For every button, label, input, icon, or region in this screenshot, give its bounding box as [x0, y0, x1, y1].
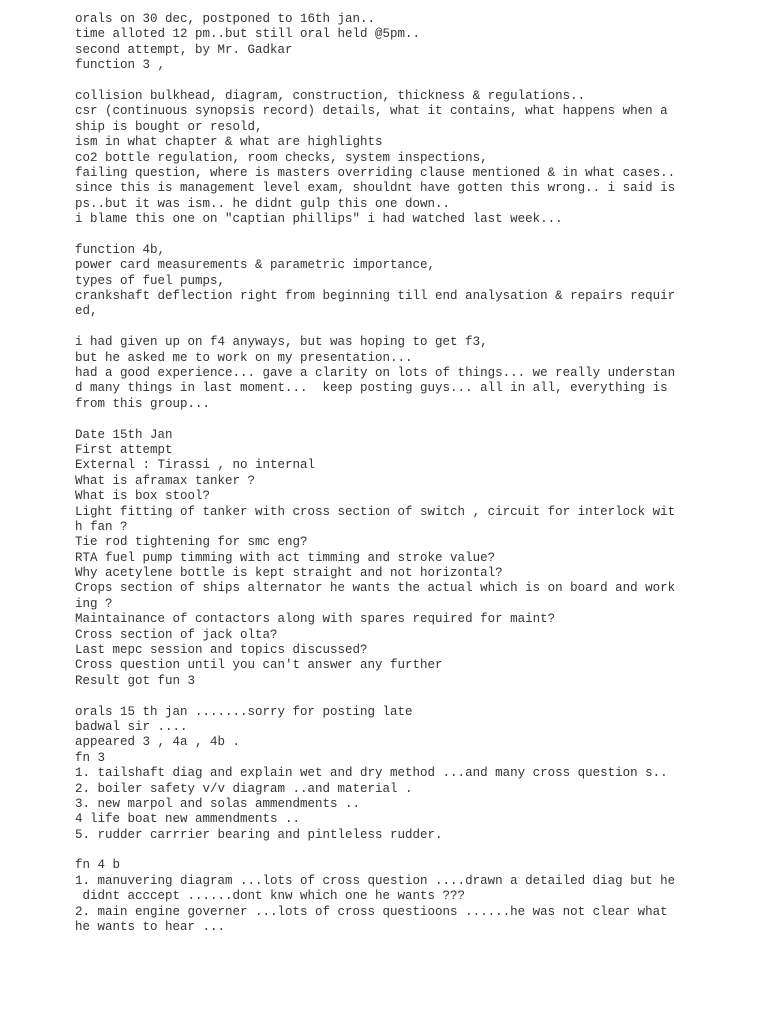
text-line: 4 life boat new ammendments ..: [75, 812, 301, 827]
text-line: i blame this one on "captian phillips" i had watched last week...: [75, 212, 563, 227]
text-line: ing ?: [75, 596, 113, 611]
document-text: [75, 12, 695, 935]
blank-line: [75, 843, 695, 858]
text-line: orals on 30 dec, postponed to 16th jan..: [75, 12, 376, 26]
text-line: Maintainance of contactors along with spares required for maint?: [75, 612, 556, 627]
text-line: fn 4 b: [75, 858, 121, 873]
text-line: appeared 3 , 4a , 4b .: [75, 735, 241, 750]
text-line: he wants to hear ...: [75, 920, 226, 935]
text-line: power card measurements & parametric importance,: [75, 258, 436, 273]
text-line: fn 3: [75, 750, 106, 765]
text-line: collision bulkhead, diagram, construction, thickness & regulations..: [75, 88, 586, 103]
text-line: Last mepc session and topics discussed?: [75, 643, 368, 658]
text-line: First attempt: [75, 442, 173, 457]
text-line: time alloted 12 pm..but still oral held @5pm..: [75, 27, 421, 42]
blank-line: [75, 412, 695, 427]
text-line: Cross section of jack olta?: [75, 627, 278, 642]
text-line: i had given up on f4 anyways, but was hoping to get f3,: [75, 335, 488, 350]
text-line: co2 bottle regulation, room checks, system inspections,: [75, 150, 488, 165]
text-line: 1. tailshaft diag and explain wet and dry method ...and many cross question s..: [75, 766, 668, 781]
text-line: since this is management level exam, shouldnt have gotten this wrong.. i said is: [75, 181, 676, 196]
text-line: had a good experience... gave a clarity on lots of things... we really understan: [75, 365, 676, 380]
text-line: but he asked me to work on my presentation...: [75, 350, 413, 365]
text-line: orals 15 th jan .......sorry for posting late: [75, 704, 413, 719]
text-line: ship is bought or resold,: [75, 119, 263, 134]
text-line: didnt acccept ......dont knw which one he wants ???: [75, 889, 466, 904]
text-line: Cross question until you can't answer any further: [75, 658, 443, 673]
text-line: badwal sir ....: [75, 719, 188, 734]
text-line: ps..but it was ism.. he didnt gulp this one down..: [75, 196, 451, 211]
blank-line: [75, 320, 695, 335]
text-line: What is box stool?: [75, 489, 211, 504]
text-line: 2. main engine governer ...lots of cross questioons ......he was not clear what: [75, 904, 668, 919]
text-line: Crops section of ships alternator he wants the actual which is on board and work: [75, 581, 676, 596]
text-line: h fan ?: [75, 519, 128, 534]
text-line: RTA fuel pump timming with act timming and stroke value?: [75, 550, 496, 565]
text-line: Light fitting of tanker with cross section of switch , circuit for interlock wit: [75, 504, 676, 519]
text-line: from this group...: [75, 396, 211, 411]
text-line: ism in what chapter & what are highlights: [75, 135, 383, 150]
text-line: failing question, where is masters overriding clause mentioned & in what cases..: [75, 165, 676, 180]
blank-line: [75, 689, 695, 704]
text-line: types of fuel pumps,: [75, 273, 226, 288]
text-line: crankshaft deflection right from beginning till end analysation & repairs requir: [75, 289, 676, 304]
text-line: 2. boiler safety v/v diagram ..and material .: [75, 781, 413, 796]
text-line: 5. rudder carrrier bearing and pintleless rudder.: [75, 827, 443, 842]
text-line: second attempt, by Mr. Gadkar: [75, 42, 293, 57]
text-line: csr (continuous synopsis record) details, what it contains, what happens when a: [75, 104, 668, 119]
text-line: Why acetylene bottle is kept straight and not horizontal?: [75, 566, 503, 581]
text-line: function 3 ,: [75, 58, 166, 73]
text-line: d many things in last moment... keep posting guys... all in all, everything is: [75, 381, 668, 396]
text-line: External : Tirassi , no internal: [75, 458, 316, 473]
text-line: ed,: [75, 304, 98, 319]
text-line: Result got fun 3: [75, 673, 196, 688]
text-line: Date 15th Jan: [75, 427, 173, 442]
text-line: Tie rod tightening for smc eng?: [75, 535, 308, 550]
text-line: 1. manuvering diagram ...lots of cross question ....drawn a detailed diag but he: [75, 873, 676, 888]
text-line: 3. new marpol and solas ammendments ..: [75, 796, 361, 811]
text-line: What is aframax tanker ?: [75, 473, 256, 488]
blank-line: [75, 74, 695, 89]
blank-line: [75, 227, 695, 242]
text-line: function 4b,: [75, 242, 166, 257]
